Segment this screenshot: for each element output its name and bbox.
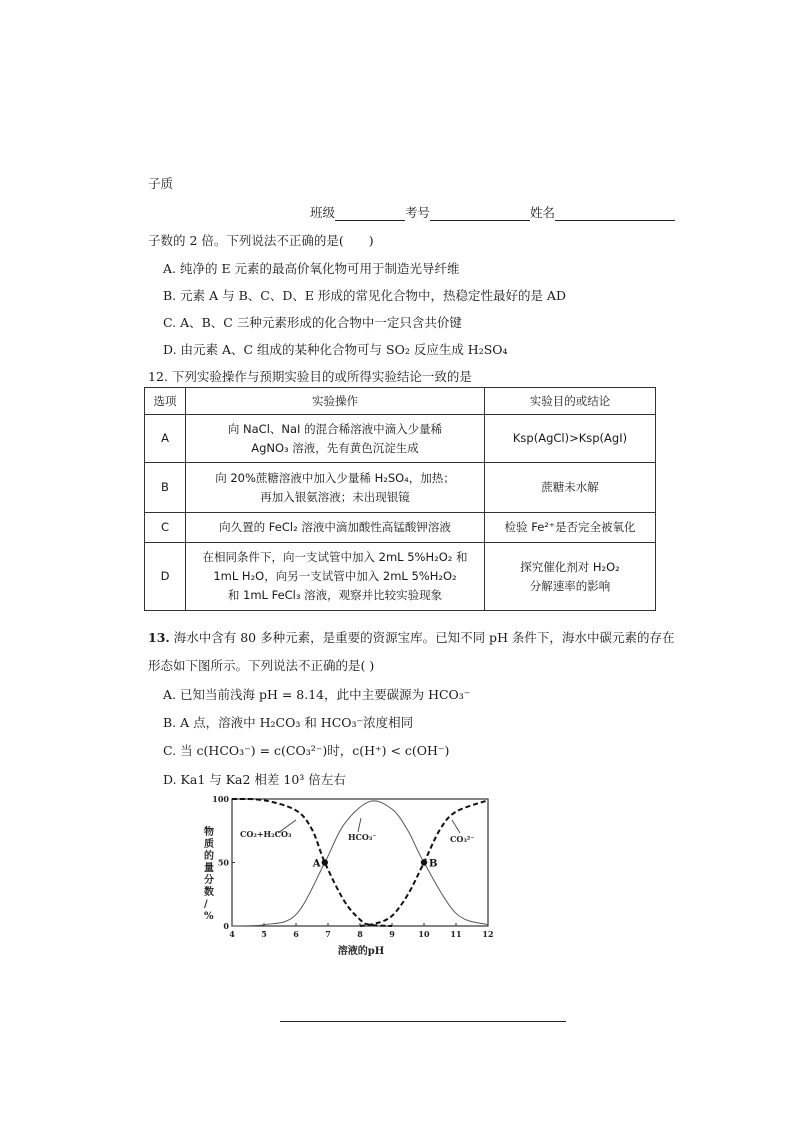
operation-line: 1mL H₂O，向另一支试管中加入 2mL 5%H₂O₂ (213, 569, 457, 583)
q11-option-b: B. 元素 A 与 B、C、D、E 形成的常见化合物中，热稳定性最好的是 AD (163, 288, 566, 303)
q13-stem-line2: 形态如下图所示。下列说法不正确的是( ) (148, 658, 375, 673)
table-row (145, 513, 656, 543)
q13-option-b: B. A 点，溶液中 H₂CO₃ 和 HCO₃⁻浓度相同 (163, 715, 414, 730)
operation-line: AgNO₃ 溶液，先有黄色沉淀生成 (251, 440, 419, 455)
y-axis-label-char: 分 (204, 875, 214, 886)
name-label: 姓名 (530, 205, 556, 220)
result-line: Ksp(AgCl)>Ksp(AgI) (512, 431, 628, 445)
row-option: C (145, 513, 186, 543)
legend-co2-h2co3: CO₂+H₂CO₃ (240, 829, 292, 839)
y-tick-label: 0 (223, 921, 229, 931)
row-operation (186, 543, 485, 611)
result-line: 分解速率的影响 (529, 578, 611, 593)
table-header: 选项 (145, 388, 186, 415)
q11-option-d: D. 由元素 A、C 组成的某种化合物可与 SO₂ 反应生成 H₂SO₄ (163, 342, 508, 357)
y-axis-label-char: 数 (204, 887, 214, 898)
table-header: 实验操作 (186, 388, 485, 415)
table-header-row (145, 388, 656, 415)
row-result (485, 415, 656, 463)
q13-number: 13. (148, 630, 170, 645)
student-info-line (310, 203, 675, 221)
y-axis-label (204, 825, 214, 922)
operation-line: 和 1mL FeCl₃ 溶液，观察并比较实验现象 (227, 588, 443, 602)
y-axis-label-char: % (204, 911, 214, 922)
y-axis-label-char: 的 (204, 851, 214, 862)
y-axis-label-char: 物 (204, 827, 214, 838)
y-axis-label-char: 量 (204, 863, 214, 874)
table-header: 实验目的或结论 (485, 388, 656, 415)
q13-stem-text: 海水中含有 80 多种元素，是重要的资源宝库。已知不同 pH 条件下，海水中碳元素的存在 (173, 630, 675, 645)
page-fragment-top: 子质 (148, 176, 174, 191)
x-tick-label: 6 (293, 929, 299, 939)
legend-leader-3 (452, 820, 460, 833)
exam-no-field[interactable] (430, 207, 530, 221)
x-tick-label: 5 (261, 929, 267, 939)
x-tick-label: 8 (357, 929, 363, 939)
table-row (145, 543, 656, 611)
q13-option-a: A. 已知当前浅海 pH = 8.14，此中主要碳源为 HCO₃⁻ (163, 687, 471, 702)
result-line: 蔗糖未水解 (541, 480, 599, 494)
bottom-divider (280, 1021, 566, 1022)
legend-co3: CO₃²⁻ (450, 834, 475, 844)
row-option: B (145, 463, 186, 513)
q13-option-c: C. 当 c(HCO₃⁻) = c(CO₃²⁻)时，c(H⁺) < c(OH⁻) (163, 743, 450, 758)
result-line: 检验 Fe²⁺是否完全被氧化 (504, 520, 636, 534)
name-field[interactable] (555, 207, 675, 221)
legend-hco3: HCO₃⁻ (348, 832, 377, 842)
row-operation (186, 415, 485, 463)
x-tick-label: 11 (450, 929, 462, 939)
q13-stem-line1 (148, 628, 674, 646)
operation-line: 向久置的 FeCl₂ 溶液中滴加酸性高锰酸钾溶液 (219, 520, 451, 534)
q11-option-a: A. 纯净的 E 元素的最高价氧化物可用于制造光导纤维 (163, 261, 460, 276)
row-option: D (145, 543, 186, 611)
legend-leader-2 (358, 818, 361, 832)
operation-line: 向 NaCl、NaI 的混合稀溶液中滴入少量稀 (227, 421, 443, 436)
data-point-a (322, 859, 328, 865)
x-tick-label: 4 (229, 929, 235, 939)
x-axis-label: 溶液的pH (337, 946, 385, 957)
operation-line: 再加入银氨溶液；未出现银镜 (260, 489, 410, 504)
row-result (485, 463, 656, 513)
class-field[interactable] (335, 207, 405, 221)
data-point-b (421, 859, 427, 865)
series-line-2 (232, 801, 488, 926)
row-result (485, 543, 656, 611)
table-row (145, 415, 656, 463)
y-tick-label: 50 (217, 857, 229, 868)
q11-option-c: C. A、B、C 三种元素形成的化合物中一定只含共价键 (163, 315, 462, 330)
q13-option-d: D. Ka1 与 Ka2 相差 10³ 倍左右 (163, 772, 346, 787)
point-label-b: B (429, 858, 438, 870)
point-label-a: A (312, 858, 321, 870)
exam-no-label: 考号 (405, 205, 431, 220)
q11-stem: 子数的 2 倍。下列说法不正确的是( ) (148, 233, 374, 248)
row-option: A (145, 415, 186, 463)
table-row (145, 463, 656, 513)
row-operation (186, 513, 485, 543)
y-tick-label: 100 (212, 794, 229, 804)
row-result (485, 513, 656, 543)
plot-frame (232, 799, 488, 926)
class-label: 班级 (310, 205, 336, 220)
result-line: 探究催化剂对 H₂O₂ (520, 559, 620, 574)
x-tick-label: 12 (482, 929, 494, 939)
x-tick-label: 10 (418, 929, 430, 939)
operation-line: 在相同条件下，向一支试管中加入 2mL 5%H₂O₂ 和 (202, 550, 468, 564)
operation-line: 向 20%蔗糖溶液中加入少量稀 H₂SO₄，加热； (215, 470, 455, 485)
y-axis-label-char: / (204, 899, 208, 910)
row-operation (186, 463, 485, 513)
carbon-speciation-chart (190, 790, 500, 960)
x-tick-label: 7 (325, 929, 331, 939)
q12-stem: 12. 下列实验操作与预期实验目的或所得实验结论一致的是 (148, 369, 472, 384)
x-tick-label: 9 (389, 929, 395, 939)
experiment-table (144, 387, 656, 611)
y-axis-label-char: 质 (204, 839, 214, 850)
